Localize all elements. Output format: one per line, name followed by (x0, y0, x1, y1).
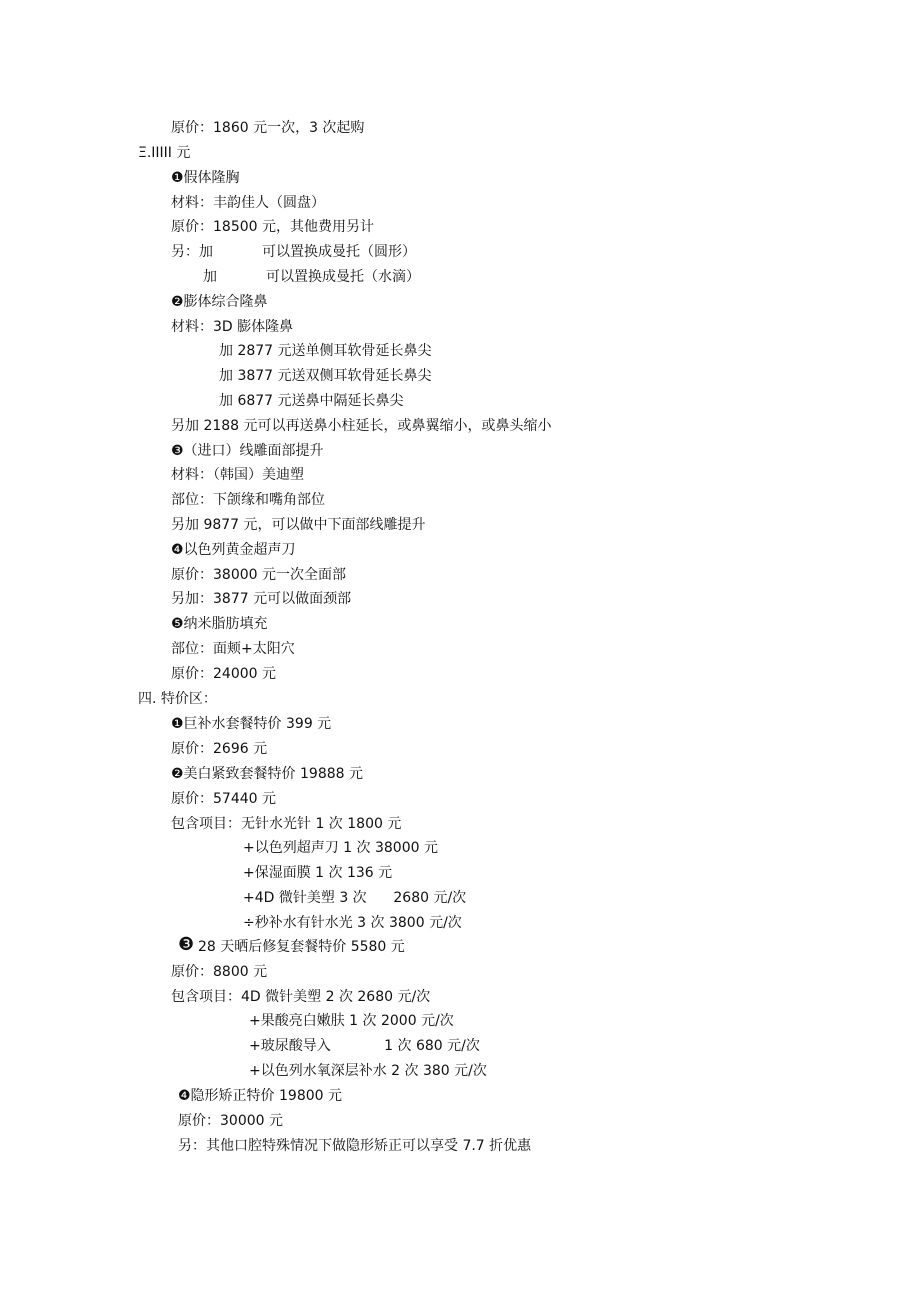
text-line-11: 加 3877 元送双侧耳软骨延长鼻尖 (219, 368, 432, 384)
text-line-32: +4D 微针美塑 3 次 2680 元/次 (243, 890, 467, 906)
text-line-7: 加 可以置换成曼托（水滴） (203, 269, 420, 285)
special-item-1: ❶巨补水套餐特价 399 元 (171, 716, 332, 732)
text-line-39: +玻尿酸导入 1 次 680 元/次 (249, 1038, 480, 1054)
text-line-40: +以色列水氧深层补水 2 次 380 元/次 (249, 1063, 487, 1079)
special-item-2: ❷美白紧致套餐特价 19888 元 (171, 766, 363, 782)
text-line-13: 另加 2188 元可以再送鼻小柱延长，或鼻翼缩小，或鼻头缩小 (171, 418, 552, 434)
text-line-26: 原价：2696 元 (171, 741, 268, 757)
item-title-thread-lift: ❸（进口）线雕面部提升 (171, 443, 324, 459)
item-title-ultrasound: ❹以色列黄金超声刀 (171, 542, 296, 558)
text-line-31: +保湿面膜 1 次 136 元 (243, 865, 393, 881)
text-line-9: 材料：3D 膨体隆鼻 (171, 319, 294, 335)
text-line-38: +果酸亮白嫩肤 1 次 2000 元/次 (249, 1013, 454, 1029)
special-item-4: ❹隐形矫正特价 19800 元 (178, 1088, 342, 1104)
text-line-43: 另：其他口腔特殊情况下做隐形矫正可以享受 7.7 折优惠 (178, 1138, 532, 1154)
text-line-19: 原价：38000 元一次全面部 (171, 567, 346, 583)
text-line-22: 部位：面颊+太阳穴 (171, 641, 295, 657)
item-title-nose: ❷膨体综合隆鼻 (171, 294, 268, 310)
special-item-3: 28 天晒后修复套餐特价 5580 元 (198, 939, 405, 955)
text-line-5: 原价：18500 元，其他费用另计 (171, 219, 374, 235)
text-line-29: 包含项目：无针水光针 1 次 1800 元 (171, 816, 402, 832)
text-line-37: 包含项目：4D 微针美塑 2 次 2680 元/次 (171, 989, 431, 1005)
text-line-16: 部位：下颌缘和嘴角部位 (171, 492, 325, 508)
text-line-4: 材料：丰韵佳人（圆盘） (171, 195, 325, 211)
section-heading-3: Ξ.IIIII 元 (138, 145, 191, 161)
text-line-17: 另加 9877 元，可以做中下面部线雕提升 (171, 517, 426, 533)
text-line-20: 另加：3877 元可以做面颈部 (171, 591, 352, 607)
text-line-23: 原价：24000 元 (171, 666, 276, 682)
text-line-42: 原价：30000 元 (178, 1113, 283, 1129)
text-line-1: 原价：1860 元一次，3 次起购 (171, 120, 365, 136)
text-line-10: 加 2877 元送单侧耳软骨延长鼻尖 (219, 343, 432, 359)
text-line-36: 原价：8800 元 (171, 964, 268, 980)
item-title-fat-filling: ❺纳米脂肪填充 (171, 616, 268, 632)
number-3-icon: ❸ (178, 934, 195, 955)
text-line-30: +以色列超声刀 1 次 38000 元 (243, 840, 438, 856)
item-title-breast: ❶假体隆胸 (171, 170, 240, 186)
text-line-15: 材料：（韩国）美迪塑 (171, 467, 304, 483)
text-line-33: ÷秒补水有针水光 3 次 3800 元/次 (243, 915, 462, 931)
text-line-6: 另：加 可以置换成曼托（圆形） (171, 244, 416, 260)
section-heading-4: 四. 特价区： (138, 691, 217, 707)
text-line-12: 加 6877 元送鼻中隔延长鼻尖 (219, 393, 404, 409)
text-line-28: 原价：57440 元 (171, 791, 276, 807)
